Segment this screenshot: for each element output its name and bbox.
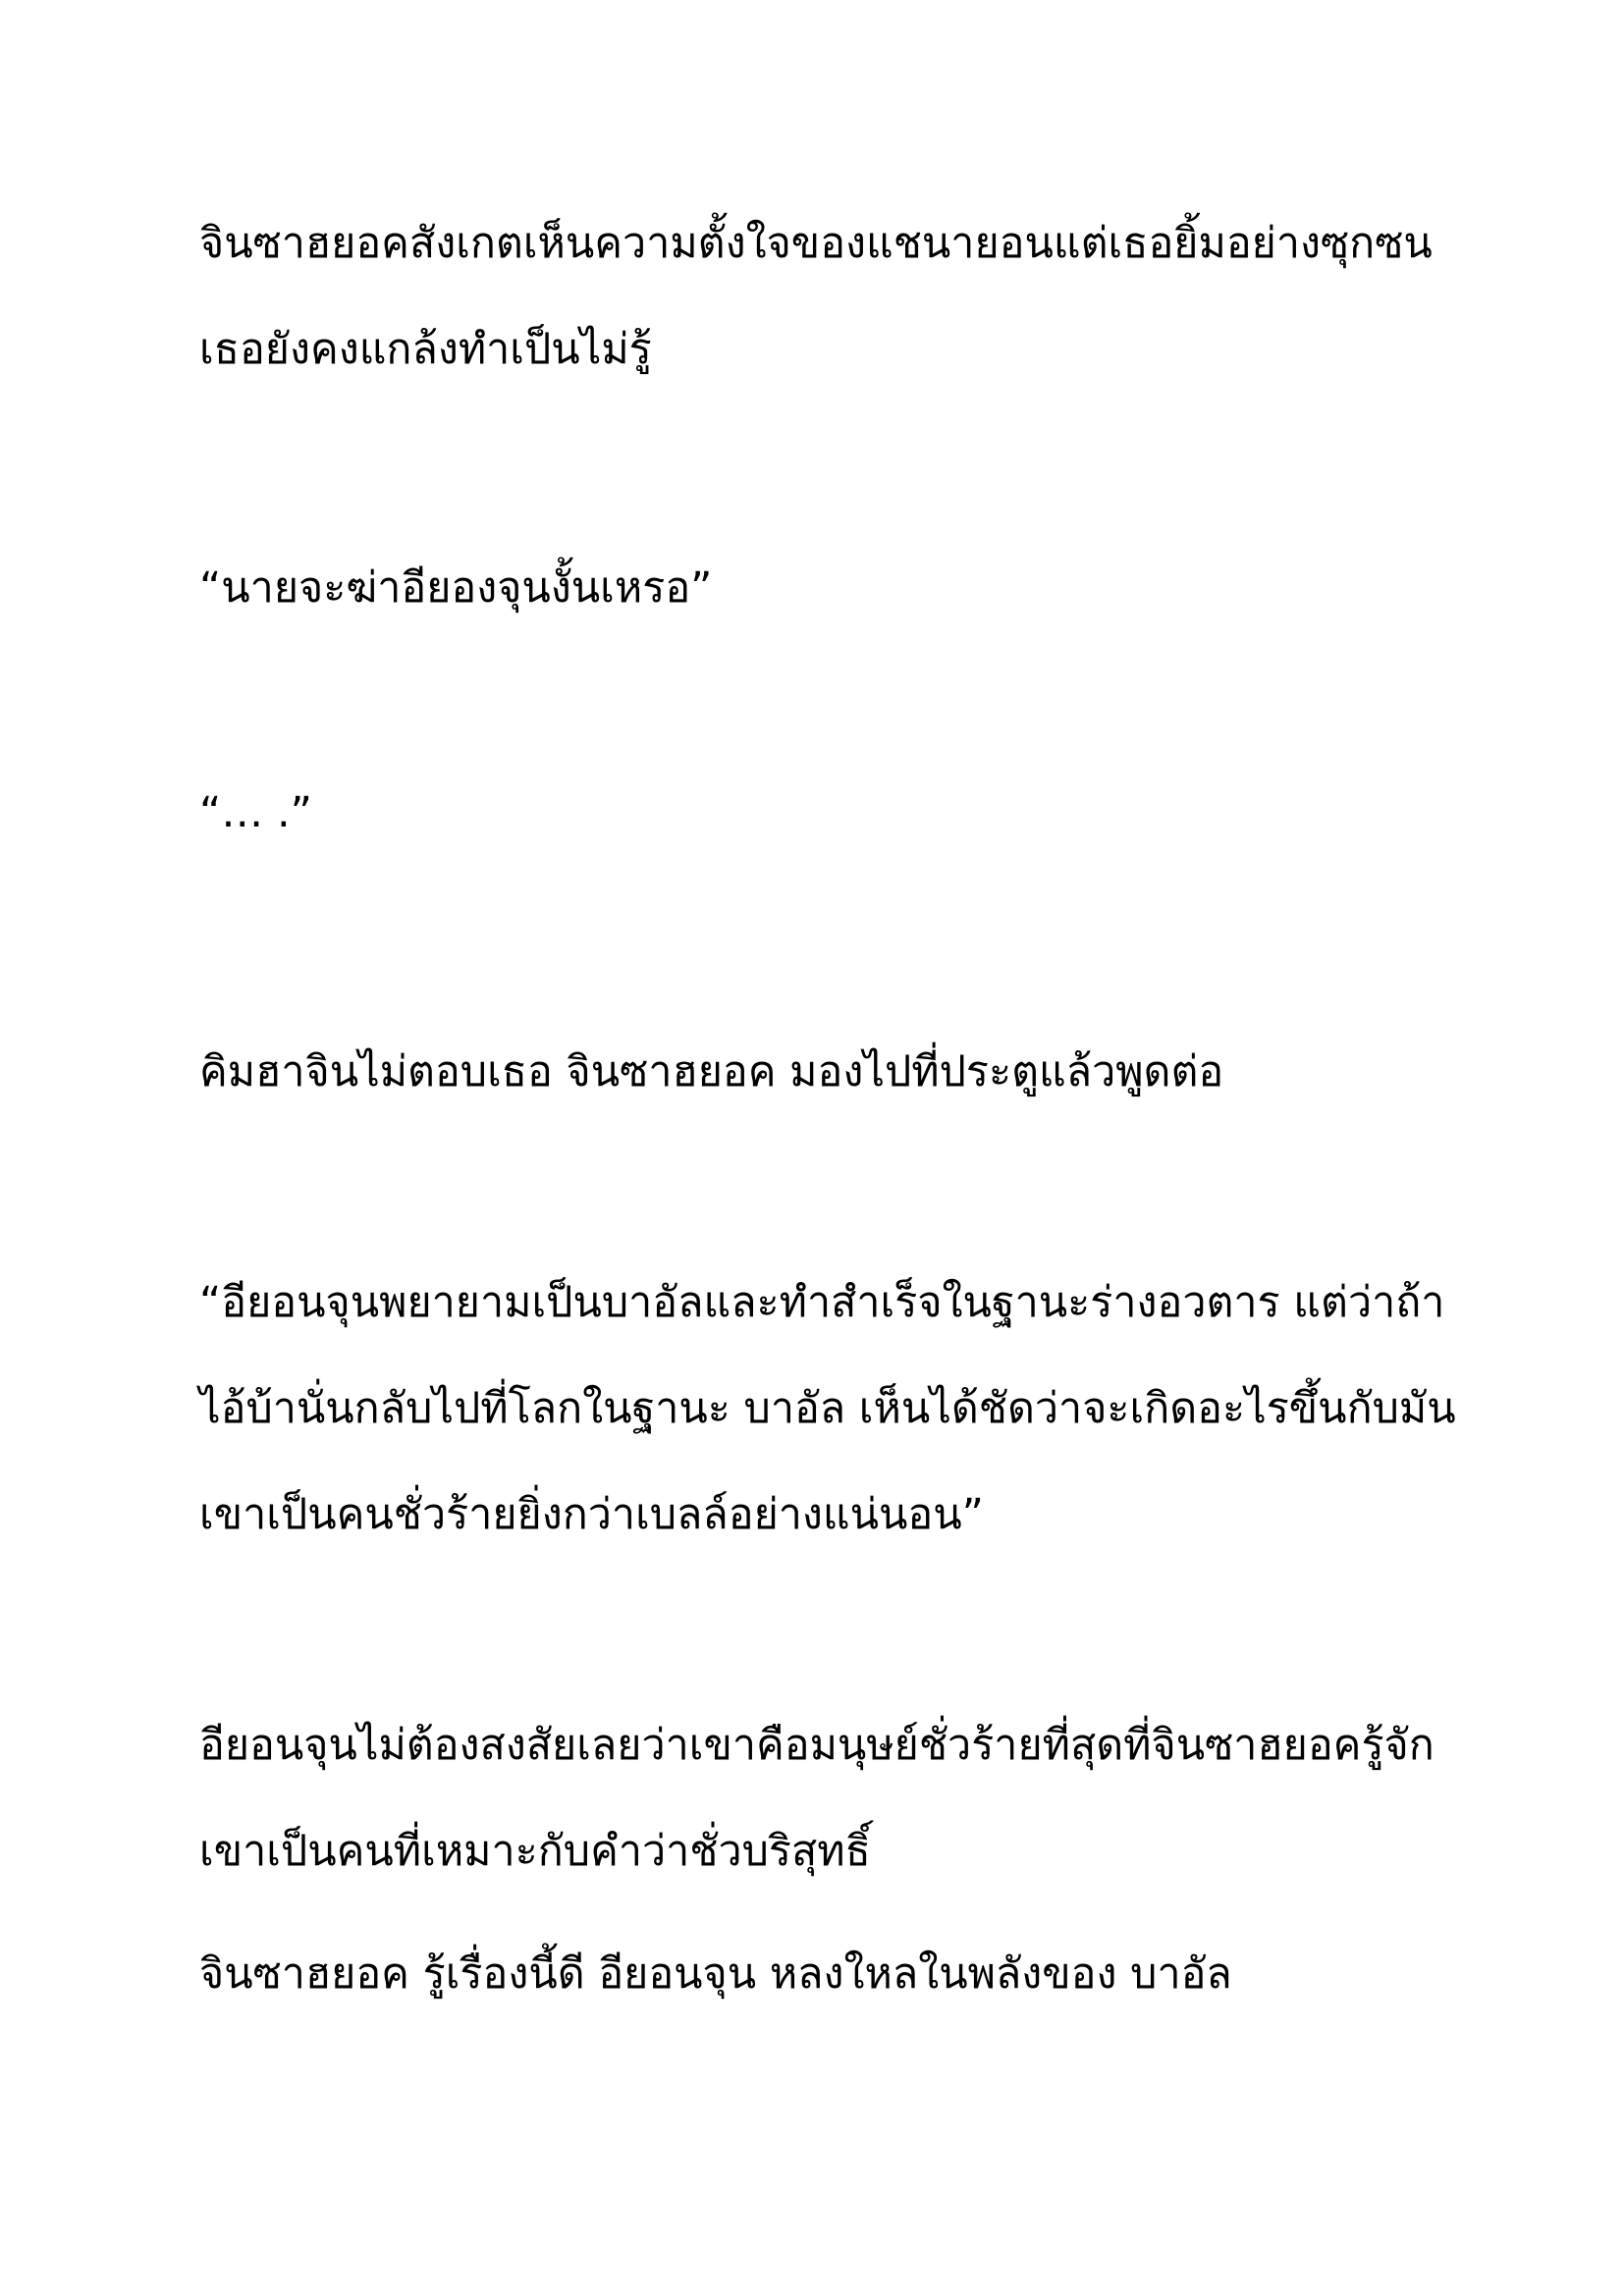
text-line: เขาเป็นคนที่เหมาะกับคำว่าชั่วบริสุทธิ์ xyxy=(199,1827,871,1876)
text-line: “อียอนจุนพยายามเป็นบาอัลและทำสำเร็จในฐานะร่างอวตาร แต่ว่าถ้า xyxy=(199,1278,1445,1327)
text-line: เธอยังคงแกล้งทำเป็นไม่รู้ xyxy=(199,325,652,374)
text-line: “นายจะฆ่าอียองจุนงั้นเหรอ” xyxy=(199,563,713,613)
text-line: จินซาฮยอคสังเกตเห็นความตั้งใจของแชนายอนแต่เธอยิ้มอย่างซุกซน xyxy=(199,219,1433,268)
paragraph xyxy=(199,1921,1476,2027)
text-line: อียอนจุนไม่ต้องสงสัยเลยว่าเขาคือมนุษย์ชั่วร้ายที่สุดที่จินซาฮยอครู้จัก xyxy=(199,1721,1435,1770)
paragraph xyxy=(199,1692,1476,1904)
text-line: เขาเป็นคนชั่วร้ายยิ่งกว่าเบลล์อย่างแน่นอน” xyxy=(199,1490,984,1539)
paragraph xyxy=(199,1019,1476,1125)
dialogue-paragraph xyxy=(199,1250,1476,1568)
text-line: คิมฮาจินไม่ตอบเธอ จินซาฮยอค มองไปที่ประตูแล้วพูดต่อ xyxy=(199,1047,1224,1096)
text-line: “… .” xyxy=(199,788,312,837)
dialogue-paragraph xyxy=(199,760,1476,866)
paragraph xyxy=(199,190,1476,402)
text-line: ไอ้บ้านั่นกลับไปที่โลกในฐานะ บาอัล เห็นได้ชัดว่าจะเกิดอะไรขึ้นกับมัน xyxy=(199,1384,1456,1433)
dialogue-paragraph xyxy=(199,535,1476,641)
text-line: จินซาฮยอค รู้เรื่องนี้ดี อียอนจุน หลงใหลในพลังของ บาอัล xyxy=(199,1949,1232,1999)
